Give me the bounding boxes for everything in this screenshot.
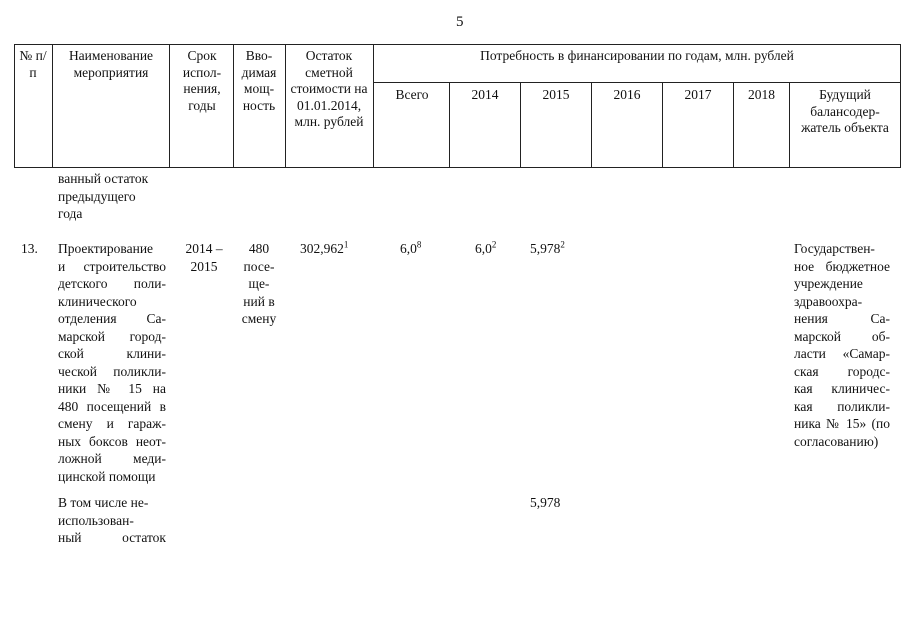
funding-subheader-border xyxy=(373,82,901,83)
subrow-2015: 5,978 xyxy=(530,495,561,510)
row13-holder-line: ное бюджетное xyxy=(794,258,890,274)
header-year-2015: 2015 xyxy=(542,87,570,102)
col-border-10 xyxy=(733,82,734,168)
row13-2014-value: 6,0 xyxy=(475,241,492,256)
header-bottom-border xyxy=(14,167,901,168)
col-border-1 xyxy=(52,44,53,168)
row13-2014 xyxy=(475,240,496,258)
header-year-2016: 2016 xyxy=(613,87,641,102)
row13-remaining xyxy=(300,240,348,258)
col-border-5 xyxy=(373,44,374,168)
row13-name-line: цинской помощи xyxy=(58,468,156,484)
row13-remaining-value: 302,962 xyxy=(300,241,344,256)
subrow-name-line: В том числе не- xyxy=(58,495,149,510)
footnote-marker: 1 xyxy=(343,239,349,250)
row13-term-line: 2014 – xyxy=(185,241,223,256)
row13-num: 13. xyxy=(21,241,38,256)
row13-holder xyxy=(794,240,890,450)
col-border-3 xyxy=(233,44,234,168)
col-border-12 xyxy=(900,44,901,168)
footnote-marker: 2 xyxy=(491,239,497,250)
subrow-name-line: ный остаток xyxy=(58,530,166,545)
row13-name-line: детского поли- xyxy=(58,276,166,291)
col-border-4 xyxy=(285,44,286,168)
row13-name-line: ской клини- xyxy=(58,346,166,361)
carryover-line: предыдущего xyxy=(58,188,136,204)
col-border-9 xyxy=(662,82,663,168)
row13-holder-line: кая клиничес- xyxy=(794,381,890,396)
row13-total xyxy=(400,240,421,258)
row13-name-line: и строительство xyxy=(58,258,166,274)
row13-total-value: 6,0 xyxy=(400,241,417,256)
row13-name-line: ных боксов неот- xyxy=(58,433,166,449)
row13-capacity xyxy=(236,240,282,328)
row13-holder-line: ская городс- xyxy=(794,363,890,379)
row13-capacity-line: смену xyxy=(241,311,277,326)
carryover-text xyxy=(58,170,168,223)
row13-term xyxy=(174,240,234,275)
row13-name-line: марской город- xyxy=(58,328,166,344)
header-name: Наименование мероприятия xyxy=(68,48,154,80)
header-top-border xyxy=(14,44,901,45)
row13-holder-line: учреждение xyxy=(794,276,863,291)
row13-name-line: клинического xyxy=(58,293,137,309)
row13-name-line: ники № 15 на xyxy=(58,381,166,396)
header-holder: Будущий балансодер-жатель объекта xyxy=(801,87,889,135)
page-number: 5 xyxy=(456,14,464,30)
header-year-2018: 2018 xyxy=(748,87,775,102)
row13-holder-line: ласти «Самар- xyxy=(794,346,890,361)
row13-holder-line: кая поликли- xyxy=(794,398,890,414)
header-term: Срок испол-нения, годы xyxy=(182,48,222,113)
header-year-2014: 2014 xyxy=(471,87,499,102)
header-remaining: Остаток сметной стоимости на 01.01.2014, млн. рублей xyxy=(290,48,368,129)
row13-name-line: 480 посещений в xyxy=(58,398,166,414)
row13-name xyxy=(58,240,166,485)
header-total: Всего xyxy=(395,87,429,102)
subrow-name-line: использован- xyxy=(58,512,134,528)
col-border-0 xyxy=(14,44,15,168)
table-header xyxy=(14,44,901,168)
header-num: № п/п xyxy=(19,48,47,80)
subrow-name xyxy=(58,494,166,547)
header-funding: Потребность в финансировании по годам, млн. рублей xyxy=(480,48,794,63)
row13-holder-line: Государствен- xyxy=(794,241,875,256)
col-border-8 xyxy=(591,82,592,168)
col-border-7 xyxy=(520,82,521,168)
row13-name-line: ческой поликли- xyxy=(58,363,166,379)
footnote-marker: 8 xyxy=(416,239,422,250)
row13-name-line: Проектирование xyxy=(58,241,154,256)
header-capacity: Вво-димая мощ-ность xyxy=(241,48,277,113)
row13-capacity-line: 480 xyxy=(248,241,270,256)
col-border-11 xyxy=(789,82,790,168)
carryover-line: года xyxy=(58,206,83,221)
row13-holder-line: ника № 15» (по xyxy=(794,416,890,431)
row13-capacity-line: ний в xyxy=(243,293,275,309)
row13-holder-line: здравоохра- xyxy=(794,293,863,309)
row13-2015-value: 5,978 xyxy=(530,241,561,256)
col-border-2 xyxy=(169,44,170,168)
header-year-2017: 2017 xyxy=(684,87,712,102)
footnote-marker: 2 xyxy=(560,239,565,250)
row13-name-line: отделения Са- xyxy=(58,311,166,326)
row13-capacity-line: посе- xyxy=(243,258,275,274)
row13-capacity-line: ще- xyxy=(248,276,270,291)
row13-holder-line: согласованию) xyxy=(794,433,879,449)
row13-2015 xyxy=(530,240,565,258)
col-border-6 xyxy=(449,82,450,168)
row13-name-line: ложной меди- xyxy=(58,451,166,466)
carryover-line: ванный остаток xyxy=(58,171,149,186)
row13-holder-line: марской об- xyxy=(794,328,890,344)
row13-holder-line: нения Са- xyxy=(794,311,890,326)
row13-term-line: 2015 xyxy=(190,258,218,274)
row13-name-line: смену и гараж- xyxy=(58,416,166,431)
